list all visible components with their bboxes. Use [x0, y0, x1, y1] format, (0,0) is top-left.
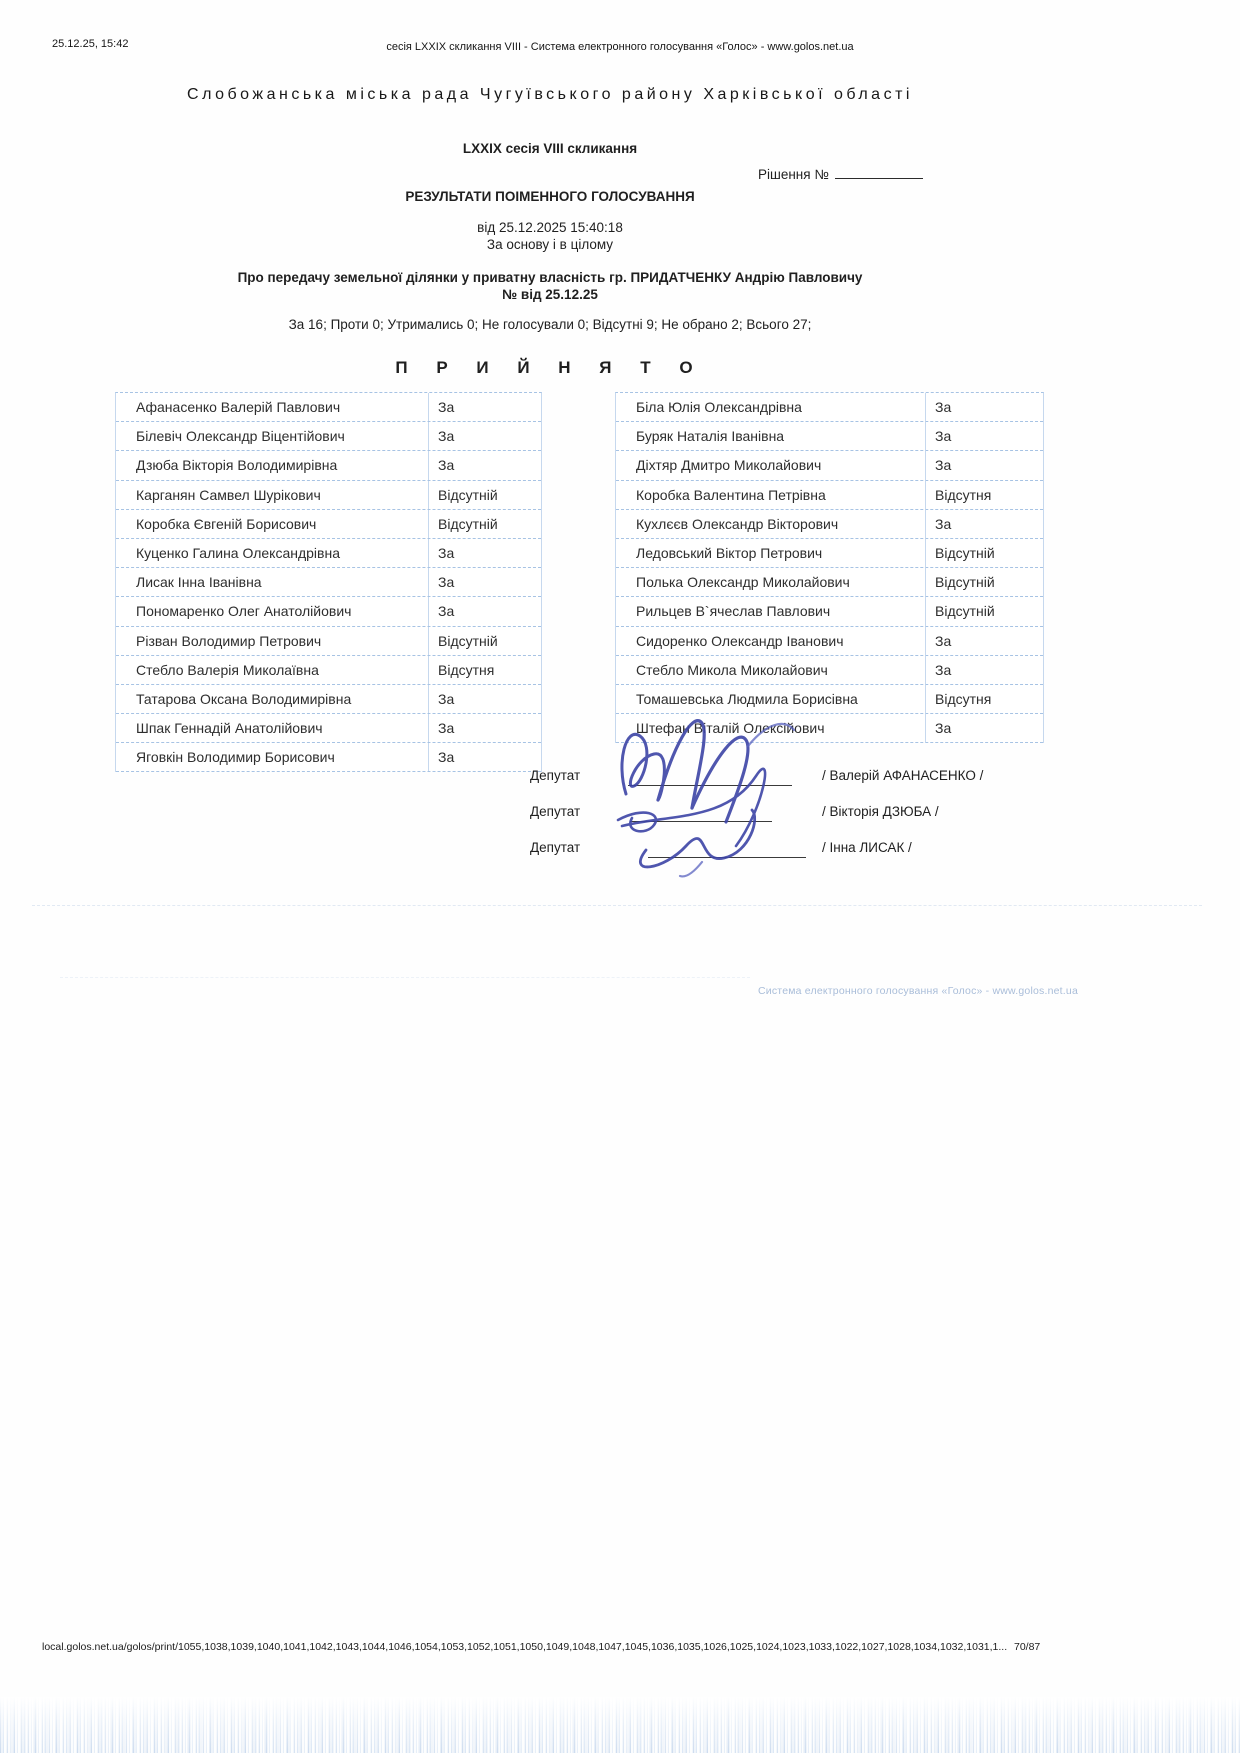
subject-line: Про передачу земельної ділянки у приватну власність гр. ПРИДАТЧЕНКУ Андрію Павловичу [237, 270, 863, 285]
signature-name: / Інна ЛИСАК / [822, 840, 912, 855]
footer-url: local.golos.net.ua/golos/print/1055,1038,1039,1040,1041,1042,1043,1044,1046,1054,1053,1052,1051,1050,1049,1048,1047,1045,1036,1035,1026,1025,1024,1023,1033,1022,1027,1028,1034,1032,1031,1... [42, 1641, 1008, 1653]
vote-totals: За 16; Проти 0; Утримались 0; Не голосували 0; Відсутні 9; Не обрано 2; Всього 27; [288, 317, 812, 332]
deputy-role-label: Депутат [530, 804, 581, 819]
deputy-name-cell: Стебло Валерія Миколаївна [116, 656, 429, 684]
vote-value-cell: За [935, 661, 952, 678]
table-row [116, 451, 541, 480]
signature-name: / Валерій АФАНАСЕНКО / [822, 768, 984, 783]
decision-status: П Р И Й Н Я Т О [395, 358, 705, 377]
signature-line [630, 821, 772, 822]
signature-row [0, 768, 1240, 792]
deputy-name-cell: Ледовський Віктор Петрович [616, 539, 926, 567]
decision-number-line [758, 164, 923, 182]
deputy-name-cell: Штефан Віталій Олексійович [616, 714, 926, 742]
table-row [116, 481, 541, 510]
table-row [116, 568, 541, 597]
deputy-role-label: Депутат [530, 768, 581, 783]
deputy-name-cell: Рильцев В`ячеслав Павлович [616, 597, 926, 625]
deputy-name-cell: Діхтяр Дмитро Миколайович [616, 451, 926, 479]
table-row [116, 597, 541, 626]
deputy-name-cell: Карганян Самвел Шурікович [116, 481, 429, 509]
signature-row [0, 840, 1240, 864]
vote-value-cell: За [438, 399, 455, 416]
deputy-name-cell: Полька Олександр Миколайович [616, 568, 926, 596]
watermark: Система електронного голосування «Голос» - www.golos.net.ua [758, 985, 1078, 997]
table-row [116, 422, 541, 451]
scan-artifact-line [60, 977, 750, 978]
vote-value-cell: За [935, 632, 952, 649]
vote-value-cell: За [438, 603, 455, 620]
subject-number: № від 25.12.25 [502, 287, 598, 302]
deputy-name-cell: Коробка Євгеній Борисович [116, 510, 429, 538]
deputy-name-cell: Різван Володимир Петрович [116, 627, 429, 655]
vote-datetime: від 25.12.2025 15:40:18 [477, 220, 623, 235]
deputy-name-cell: Томашевська Людмила Борисівна [616, 685, 926, 713]
signature-row [0, 804, 1240, 828]
council-title: Слобожанська міська рада Чугуївського району Харківської області [187, 86, 913, 103]
vote-value-cell: Відсутня [935, 690, 992, 707]
deputy-name-cell: Дзюба Вікторія Володимирівна [116, 451, 429, 479]
scan-artifact-line [32, 905, 1202, 906]
table-row [616, 597, 1043, 626]
table-row [116, 685, 541, 714]
vote-value-cell: За [935, 720, 952, 737]
deputy-name-cell: Коробка Валентина Петрівна [616, 481, 926, 509]
results-title: РЕЗУЛЬТАТИ ПОІМЕННОГО ГОЛОСУВАННЯ [405, 189, 695, 204]
print-timestamp: 25.12.25, 15:42 [52, 38, 129, 50]
decision-number-label: Рішення № [758, 167, 829, 182]
deputy-name-cell: Сидоренко Олександр Іванович [616, 627, 926, 655]
vote-value-cell: За [438, 720, 455, 737]
vote-value-cell: За [438, 545, 455, 562]
table-row [616, 393, 1043, 422]
deputy-name-cell: Пономаренко Олег Анатолійович [116, 597, 429, 625]
table-row [616, 422, 1043, 451]
table-row [116, 656, 541, 685]
vote-value-cell: Відсутній [935, 574, 995, 591]
table-row [116, 510, 541, 539]
deputy-role-label: Депутат [530, 840, 581, 855]
table-row [116, 714, 541, 743]
table-row [616, 656, 1043, 685]
table-row [616, 685, 1043, 714]
vote-basis: За основу і в цілому [486, 237, 614, 252]
deputy-name-cell: Куценко Галина Олександрівна [116, 539, 429, 567]
table-row [616, 627, 1043, 656]
vote-value-cell: Відсутня [935, 486, 992, 503]
vote-value-cell: За [935, 399, 952, 416]
vote-value-cell: За [438, 749, 455, 766]
table-row [116, 393, 541, 422]
table-row [616, 481, 1043, 510]
deputy-name-cell: Біла Юлія Олександрівна [616, 393, 926, 421]
vote-value-cell: За [438, 574, 455, 591]
vote-value-cell: Відсутній [438, 486, 498, 503]
vote-value-cell: За [935, 515, 952, 532]
table-row [616, 539, 1043, 568]
table-row [616, 510, 1043, 539]
deputy-name-cell: Яговкін Володимир Борисович [116, 743, 429, 771]
vote-value-cell: За [438, 457, 455, 474]
deputy-name-cell: Буряк Наталія Іванівна [616, 422, 926, 450]
deputy-name-cell: Білевіч Олександр Віцентійович [116, 422, 429, 450]
vote-value-cell: За [438, 428, 455, 445]
vote-value-cell: Відсутній [935, 603, 995, 620]
vote-value-cell: Відсутній [935, 545, 995, 562]
signature-line [628, 785, 792, 786]
table-row [616, 568, 1043, 597]
deputy-name-cell: Стебло Микола Миколайович [616, 656, 926, 684]
vote-value-cell: Відсутній [438, 515, 498, 532]
vote-table-left [115, 392, 542, 772]
deputy-name-cell: Лисак Інна Іванівна [116, 568, 429, 596]
signature-name: / Вікторія ДЗЮБА / [822, 804, 939, 819]
signature-line [648, 857, 806, 858]
vote-value-cell: За [935, 428, 952, 445]
table-row [616, 714, 1043, 743]
table-row [116, 539, 541, 568]
vote-value-cell: Відсутній [438, 632, 498, 649]
scan-noise-band [0, 1697, 1240, 1753]
decision-number-blank [835, 164, 923, 179]
deputy-name-cell: Кухлєєв Олександр Вікторович [616, 510, 926, 538]
table-row [116, 627, 541, 656]
footer-page-number: 70/87 [1014, 1641, 1041, 1653]
vote-table-right [615, 392, 1044, 743]
vote-value-cell: Відсутня [438, 661, 495, 678]
deputy-name-cell: Афанасенко Валерій Павлович [116, 393, 429, 421]
session-title: LXXIX сесія VIII скликання [462, 141, 638, 156]
vote-value-cell: За [935, 457, 952, 474]
deputy-name-cell: Шпак Геннадій Анатолійович [116, 714, 429, 742]
vote-value-cell: За [438, 690, 455, 707]
deputy-name-cell: Татарова Оксана Володимирівна [116, 685, 429, 713]
print-header: сесія LXXIX скликання VIII - Система електронного голосування «Голос» - www.golos.net.ua [386, 41, 854, 53]
table-row [616, 451, 1043, 480]
